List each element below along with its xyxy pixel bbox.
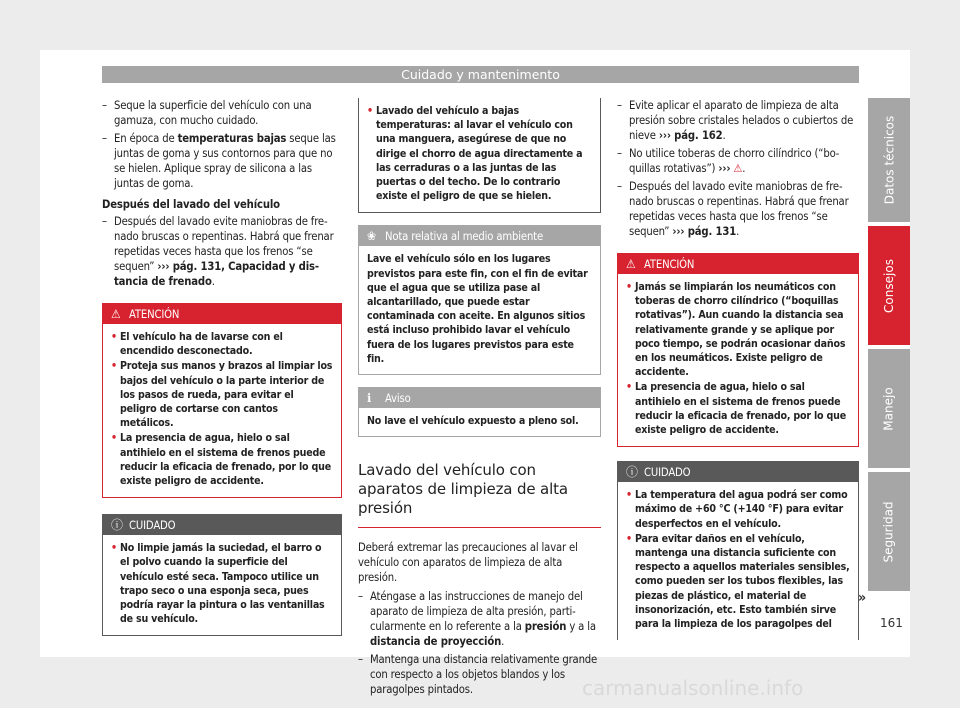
environment-note-body: Lave el vehículo sólo en los lugares previstos para este fin, con el fin de evitar que el agua que se utiliza pase al alcantarillado, que puede estar contaminada con aceite. En algunos sitios está incluso prohibido lavar el vehículo fuera de los lugares previstos para este fin.: [367, 253, 588, 365]
list-item: [358, 589, 601, 649]
bullet-item: • Para evitar daños en el vehículo, mantenga una distancia suficiente con respecto a aquellos materiales sensibles, como pueden ser los tubos flexibles, las piezas de plástico, el material de insonorización, etc. Esto también sirve para la limpieza de los paragolpes del: [626, 532, 850, 631]
caution-header: [618, 462, 858, 482]
list-item-text: No utilice toberas de chorro cilíndrico (“boquillas rotativas”) ››› ⚠.: [629, 147, 840, 175]
list-item: [617, 98, 859, 143]
warning-reference-link[interactable]: ›››: [718, 162, 731, 175]
continue-arrow-icon: »: [858, 590, 867, 606]
page-number: 161: [880, 616, 903, 630]
note-body: No lave el vehículo expuesto a pleno sol.: [367, 415, 579, 428]
page-reference-link[interactable]: ››› pág. 131: [672, 225, 737, 238]
warning-box: [102, 303, 342, 498]
list-item: [617, 146, 859, 176]
environment-note-header: [359, 226, 600, 246]
tab-label: Consejos: [882, 258, 897, 313]
warning-box: [617, 253, 859, 447]
column-2: [358, 98, 601, 700]
environment-note-box: [358, 225, 601, 375]
list-item: [102, 131, 342, 191]
bullet-item: • El vehículo ha de lavarse con el encendido desconectado.: [111, 330, 333, 358]
dash: –: [358, 590, 363, 604]
tab-consejos[interactable]: [868, 226, 910, 345]
leaf-icon: ❀: [367, 228, 376, 243]
list-item: [358, 652, 601, 697]
environment-note-title: Nota relativa al medio ambiente: [385, 229, 544, 243]
page-header: Cuidado y mantenimento: [102, 66, 859, 83]
caution-header: [103, 515, 341, 535]
dash: –: [358, 653, 363, 667]
caution-body: [359, 98, 600, 212]
note-header: [359, 388, 600, 408]
caution-title: CUIDADO: [644, 465, 691, 479]
warning-body: [103, 324, 341, 497]
tab-seguridad[interactable]: [868, 472, 910, 591]
dash: –: [617, 180, 622, 193]
list-item: [102, 98, 342, 128]
warning-title: ATENCIÓN: [644, 257, 695, 271]
warning-title: ATENCIÓN: [129, 307, 180, 321]
list-item: [102, 214, 342, 289]
warning-triangle-icon: ⚠: [111, 306, 121, 321]
dash: –: [617, 147, 622, 160]
section-title: Lavado del vehículo con aparatos de limpieza de alta presión: [358, 461, 601, 528]
warning-header: [618, 254, 858, 274]
side-tabs: [868, 98, 910, 595]
caution-body: [103, 535, 341, 635]
list-item-text: Después del lavado evite maniobras de frenado bruscas o repentinas. Habrá que frenar repetidas veces hasta que los frenos “se sequen” ››› pág. 131, Capacidad y distancia de frenado.: [114, 215, 334, 288]
tab-manejo[interactable]: [868, 349, 910, 468]
bullet-item: • Jamás se limpiarán los neumáticos con toberas de chorro cilíndrico (“boquillas rotativas”). Aun cuando la distancia sea relativamente grande y se aplique por poco tiempo, se podrán ocasionar daños en los neumáticos. Existe peligro de accidente.: [626, 280, 850, 379]
note-title: Aviso: [385, 391, 411, 405]
caution-box: [102, 514, 342, 636]
caution-box: [617, 461, 859, 640]
list-item-text: Evite aplicar el aparato de limpieza de alta presión sobre cristales helados o cubiertos de nieve ››› pág. 162.: [629, 99, 854, 142]
info-circle-icon: ⓘ: [626, 464, 638, 479]
dash: –: [102, 132, 107, 145]
warning-body: [618, 274, 858, 446]
page-reference-link[interactable]: ››› pág. 131, Capacidad y distancia de frenado: [114, 260, 320, 288]
caution-box-continued: [358, 98, 601, 213]
warning-triangle-icon: ⚠: [626, 256, 636, 271]
bullet-item: • La temperatura del agua podrá ser como máximo de +60 °C (+140 °F) para evitar desperfectos en el vehículo.: [626, 488, 850, 531]
tab-datos-tecnicos[interactable]: [868, 98, 910, 222]
watermark: carmanualsonline.info: [582, 676, 804, 700]
list-item-text: En época de temperaturas bajas seque las juntas de goma y sus contornos para que no se hielen. Aplique spray de silicona a las juntas de goma.: [114, 132, 336, 190]
list-item: [617, 179, 859, 239]
dash: –: [102, 215, 107, 228]
info-circle-icon: ⓘ: [111, 517, 123, 532]
warning-header: [103, 304, 341, 324]
bullet-item: • No limpie jamás la suciedad, el barro o el polvo cuando la superficie del vehículo esté seca. Tampoco utilice un trapo seco o una esponja seca, pues podría rayar la pintura o las ventanillas de su vehículo.: [111, 541, 333, 626]
list-item-text: Aténgase a las instrucciones de manejo del aparato de limpieza de alta presión, particularmente en lo referente a la presión y a la distancia de proyección.: [370, 590, 596, 649]
tab-label: Manejo: [882, 386, 896, 431]
dash: –: [102, 99, 107, 112]
page-reference-link[interactable]: ››› pág. 162: [658, 129, 723, 142]
column-1: [102, 98, 342, 636]
caution-title: CUIDADO: [129, 518, 176, 532]
list-item-text: Mantenga una distancia relativamente grande con respecto a los objetos blandos y los paragolpes pintados.: [370, 653, 598, 697]
bullet-item: • La presencia de agua, hielo o sal antihielo en el sistema de frenos puede reducir la eficacia de frenado, por lo que existe peligro de accidente.: [626, 380, 850, 437]
bullet-item: • Proteja sus manos y brazos al limpiar los bajos del vehículo o la parte interior de los pasos de rueda, para evitar el peligro de cortarse con cantos metálicos.: [111, 359, 333, 430]
tab-label: Datos técnicos: [882, 115, 896, 205]
column-3: [617, 98, 859, 640]
subheading: Después del lavado del vehículo: [102, 198, 280, 211]
tab-label: Seguridad: [882, 500, 897, 563]
caution-body: [618, 482, 858, 640]
list-item-text: Seque la superficie del vehículo con una gamuza, con mucho cuidado.: [114, 99, 312, 127]
dash: –: [617, 99, 622, 112]
info-square-icon: ℹ: [367, 390, 371, 405]
bullet-item: • La presencia de agua, hielo o sal antihielo en el sistema de frenos puede reducir la eficacia de frenado, por lo que existe peligro de accidente.: [111, 431, 333, 488]
paragraph: Deberá extremar las precauciones al lavar el vehículo con aparatos de limpieza de alta presión.: [358, 541, 578, 585]
note-box: [358, 387, 601, 437]
bullet-item: • Lavado del vehículo a bajas temperaturas: al lavar el vehículo con una manguera, asegúrese de que no dirige el chorro de agua directamente a las cerraduras o a las juntas de las puertas o del techo. De lo contrario existe el peligro de que se hielen.: [367, 104, 592, 203]
list-item-text: Después del lavado evite maniobras de frenado bruscas o repentinas. Habrá que frenar repetidas veces hasta que los frenos “se sequen” ››› pág. 131.: [629, 180, 849, 238]
warning-triangle-icon: ⚠: [733, 162, 743, 175]
